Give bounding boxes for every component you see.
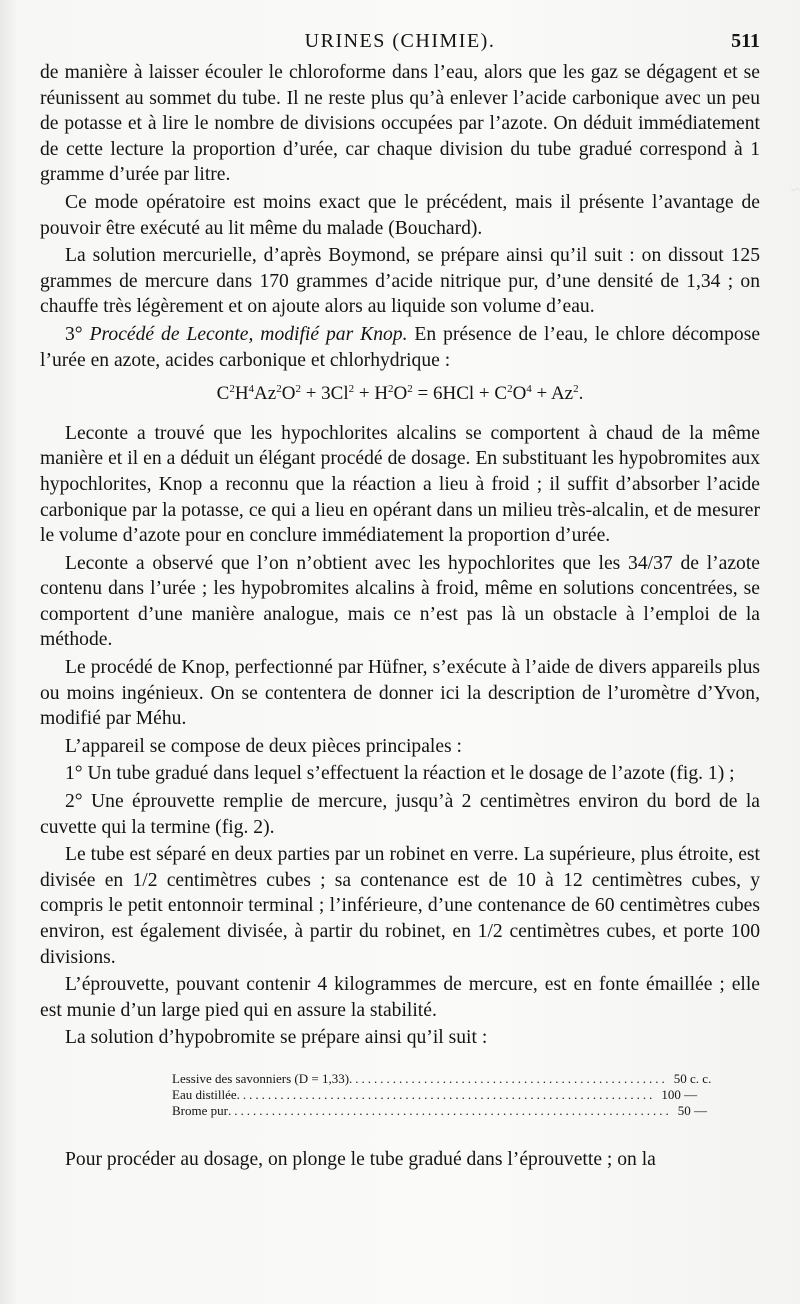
paragraph: Le procédé de Knop, perfectionné par Hüfner, s’exécute à l’aide de divers appareils plus ou moins ingénieux. On se contentera de donner ici la description de l’uromètre d’Yvon, modifié par Méhu. bbox=[40, 657, 760, 730]
formula-part: O bbox=[281, 383, 296, 405]
recipe-quantity: 50 c. c. bbox=[673, 1070, 712, 1086]
section-title: Procédé de Leconte, modifié par Knop. bbox=[89, 323, 408, 345]
knop-method-paragraph bbox=[40, 322, 760, 373]
paragraph: L’éprouvette, pouvant contenir 4 kilogrammes de mercure, est en fonte émaillée ; elle est munie d’un large pied qui en assure la stabilité. bbox=[40, 974, 760, 1021]
formula-part: = 6HCl + C bbox=[412, 383, 508, 405]
paragraph: Le tube est séparé en deux parties par un robinet en verre. La supérieure, plus étroite, est divisée en 1/2 centimètres cubes ; sa contenance est de 10 à 12 centimètres cubes, y compris le petit entonnoir terminal ; l’inférieure, d’une contenance de 60 centimètres cubes environ, est également divisée, à partir du robinet, en 1/2 centimètres cubes, et porte 100 divisions. bbox=[40, 844, 760, 968]
page-header bbox=[40, 30, 760, 56]
formula-subscript: 2 bbox=[573, 383, 579, 396]
formula-part: + 3Cl bbox=[300, 383, 349, 405]
recipe-row bbox=[172, 1086, 698, 1103]
formula-subscript: 2 bbox=[276, 383, 282, 396]
recipe-quantity: 100 — bbox=[661, 1086, 698, 1102]
recipe-row bbox=[172, 1070, 712, 1087]
formula-part: O bbox=[512, 383, 527, 405]
recipe-quantity: 50 — bbox=[677, 1102, 707, 1118]
body-text bbox=[40, 60, 760, 1173]
recipe-label: Lessive des savonniers (D = 1,33) bbox=[172, 1070, 350, 1086]
formula-part: O bbox=[393, 383, 408, 405]
page-number: 511 bbox=[731, 30, 760, 52]
formula-subscript: 2 bbox=[388, 383, 394, 396]
formula-part: + Az bbox=[531, 383, 574, 405]
paragraph: Ce mode opératoire est moins exact que le précédent, mais il présente l’avantage de pouvoir être exécuté au lit même du malade (Bouchard). bbox=[40, 191, 760, 239]
recipe-label: Eau distillée bbox=[172, 1086, 237, 1102]
formula-part: C bbox=[216, 383, 230, 405]
formula-subscript: 2 bbox=[295, 383, 301, 396]
paragraph: La solution mercurielle, d’après Boymond, se prépare ainsi qu’il suit : on dissout 125 grammes de mercure dans 170 grammes d’acide nitrique pur, d’une densité de 1,34 ; on chauffe très légèrement et on ajoute alors au liquide son volume d’eau. bbox=[40, 245, 760, 318]
formula-subscript: 2 bbox=[507, 383, 513, 396]
paragraph: Leconte a observé que l’on n’obtient avec les hypochlorites que les 34/37 de l’azote contenu dans l’urée ; les hypobromites alcalins à froid, même en solutions concentrées, se comportent d’une manière analogue, mais ce n’est pas là un obstacle à l’emploi de la méthode. bbox=[40, 552, 760, 651]
recipe-label: Brome pur bbox=[172, 1102, 228, 1118]
paragraph: Pour procéder au dosage, on plonge le tube gradué dans l’éprouvette ; on la bbox=[65, 1148, 656, 1170]
formula-subscript: 4 bbox=[526, 383, 532, 396]
recipe-row bbox=[172, 1102, 707, 1119]
formula-part: Az bbox=[254, 383, 277, 405]
leader-dots: ................................................................... bbox=[236, 1086, 656, 1102]
section-text: En présence de l’eau, le chlore décompose l’urée en azote, acides carbonique et chlorhydrique : bbox=[40, 323, 761, 371]
recipe-table bbox=[172, 1070, 712, 1119]
formula-subscript: 2 bbox=[229, 383, 235, 396]
paragraph: de manière à laisser écouler le chloroforme dans l’eau, alors que les gaz se dégagent et se réunissent au sommet du tube. Il ne reste plus qu’à enlever l’acide carbonique avec un peu de potasse et à lire le nombre de divisions occupées par l’azote. On déduit immédiatement de cette lecture la proportion d’urée, car chaque division du tube gradué correspond à 1 gramme d’urée par litre. bbox=[40, 62, 760, 186]
paragraph: La solution d’hypobromite se prépare ainsi qu’il suit : bbox=[65, 1027, 488, 1049]
section-number: 3° bbox=[65, 323, 90, 345]
formula-part: + H bbox=[354, 383, 389, 405]
formula-part: . bbox=[578, 383, 584, 405]
paragraph: Leconte a trouvé que les hypochlorites alcalins se comportent à chaud de la même manière et il en a déduit un élégant procédé de dosage. En substituant les hypobromites aux hypochlorites, Knop a reconnu que la réaction a lieu à froid ; il suffit d’absorber l’acide carbonique par la potasse, ce qui a lieu en opérant dans un milieu très-alcalin, et de mesurer le volume d’azote pour en conclure immédiatement la proportion d’urée. bbox=[40, 422, 760, 547]
leader-dots: ................................................... bbox=[349, 1070, 668, 1086]
leader-dots: ....................................................................... bbox=[227, 1102, 672, 1118]
formula-part: H bbox=[234, 383, 249, 405]
bleed-through-text: ~ bbox=[790, 180, 800, 199]
formula-subscript: 4 bbox=[248, 383, 255, 396]
paragraph: L’appareil se compose de deux pièces principales : bbox=[65, 735, 462, 757]
paragraph: 2° Une éprouvette remplie de mercure, jusqu’à 2 centimètres environ du bord de la cuvette qui la termine (fig. 2). bbox=[40, 791, 760, 838]
paragraph: 1° Un tube gradué dans lequel s’effectuent la réaction et le dosage de l’azote (fig. 1) ; bbox=[65, 763, 735, 785]
formula-subscript: 2 bbox=[348, 383, 355, 396]
formula-subscript: 2 bbox=[407, 383, 413, 396]
chemical-equation bbox=[40, 381, 760, 407]
running-title: URINES (CHIMIE). bbox=[304, 30, 496, 52]
